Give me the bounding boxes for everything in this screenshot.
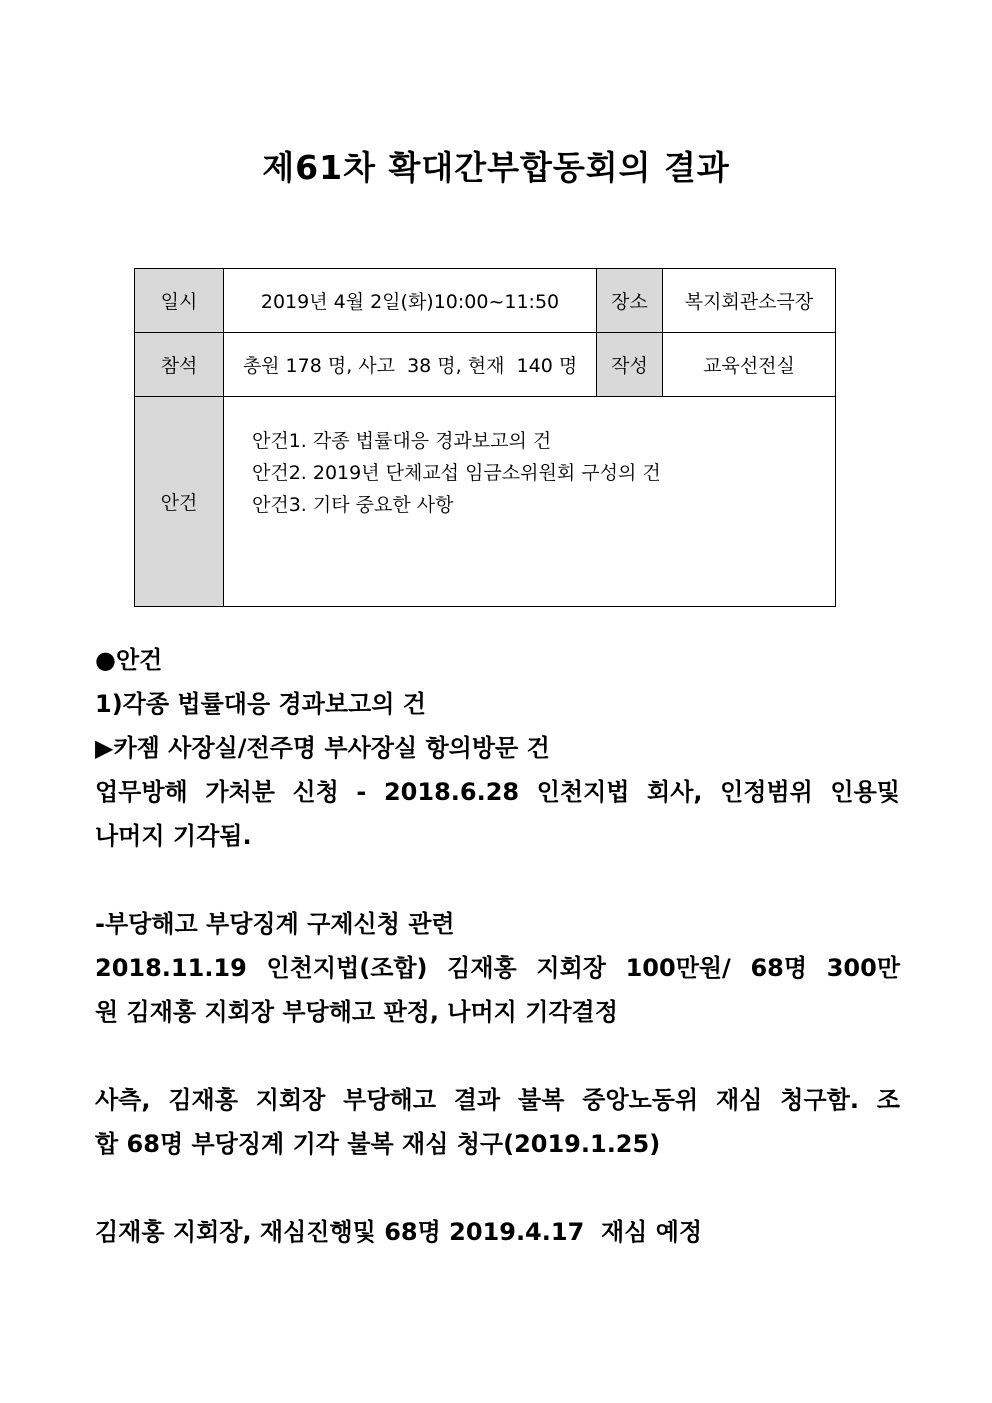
agenda-item: 안건1. 각종 법률대응 경과보고의 건 — [252, 430, 552, 452]
item-heading: -부당해고 부당징계 구제신청 관련 — [95, 910, 455, 938]
body-line: 원 김재홍 지회장 부당해고 판정, 나머지 기각결정 — [95, 998, 618, 1026]
body-line: 김재홍 지회장, 재심진행및 68명 2019.4.17 재심 예정 — [95, 1218, 703, 1246]
body-content — [95, 638, 900, 1254]
body-line: 합 68명 부당징계 기각 불복 재심 청구(2019.1.25) — [95, 1130, 661, 1158]
body-line: 2018.11.19 인천지법(조합) 김재홍 지회장 100만원/ 68명 300만 — [95, 954, 900, 982]
blank-line — [95, 1034, 900, 1078]
blank-line — [95, 1166, 900, 1210]
agenda-label: 안건 — [135, 397, 224, 607]
date-value: 2019년 4월 2일(화)10:00~11:50 — [224, 269, 597, 333]
agenda-item: 안건2. 2019년 단체교섭 임금소위원회 구성의 건 — [252, 462, 661, 484]
attendance-label: 참석 — [135, 333, 224, 397]
place-label: 장소 — [597, 269, 663, 333]
section-heading: ●안건 — [95, 646, 163, 674]
date-label: 일시 — [135, 269, 224, 333]
document-title: 제61차 확대간부합동회의 결과 — [262, 148, 730, 187]
writer-value: 교육선전실 — [663, 333, 836, 397]
agenda-item: 안건3. 기타 중요한 사항 — [252, 494, 454, 516]
subsection-heading: 1)각종 법률대응 경과보고의 건 — [95, 690, 426, 718]
body-line: 사측, 김재홍 지회장 부당해고 결과 불복 중앙노동위 재심 청구함. 조 — [95, 1086, 900, 1114]
item-heading: ▶카젬 사장실/전주명 부사장실 항의방문 건 — [95, 734, 550, 762]
writer-label: 작성 — [597, 333, 663, 397]
body-line: 업무방해 가처분 신청 - 2018.6.28 인천지법 회사, 인정범위 인용및 — [95, 778, 900, 806]
blank-line — [95, 858, 900, 902]
attendance-value: 총원 178 명, 사고 38 명, 현재 140 명 — [224, 333, 597, 397]
agenda-list — [224, 397, 836, 607]
body-line: 나머지 기각됨. — [95, 822, 252, 850]
place-value: 복지회관소극장 — [663, 269, 836, 333]
meeting-info-table — [134, 268, 836, 607]
